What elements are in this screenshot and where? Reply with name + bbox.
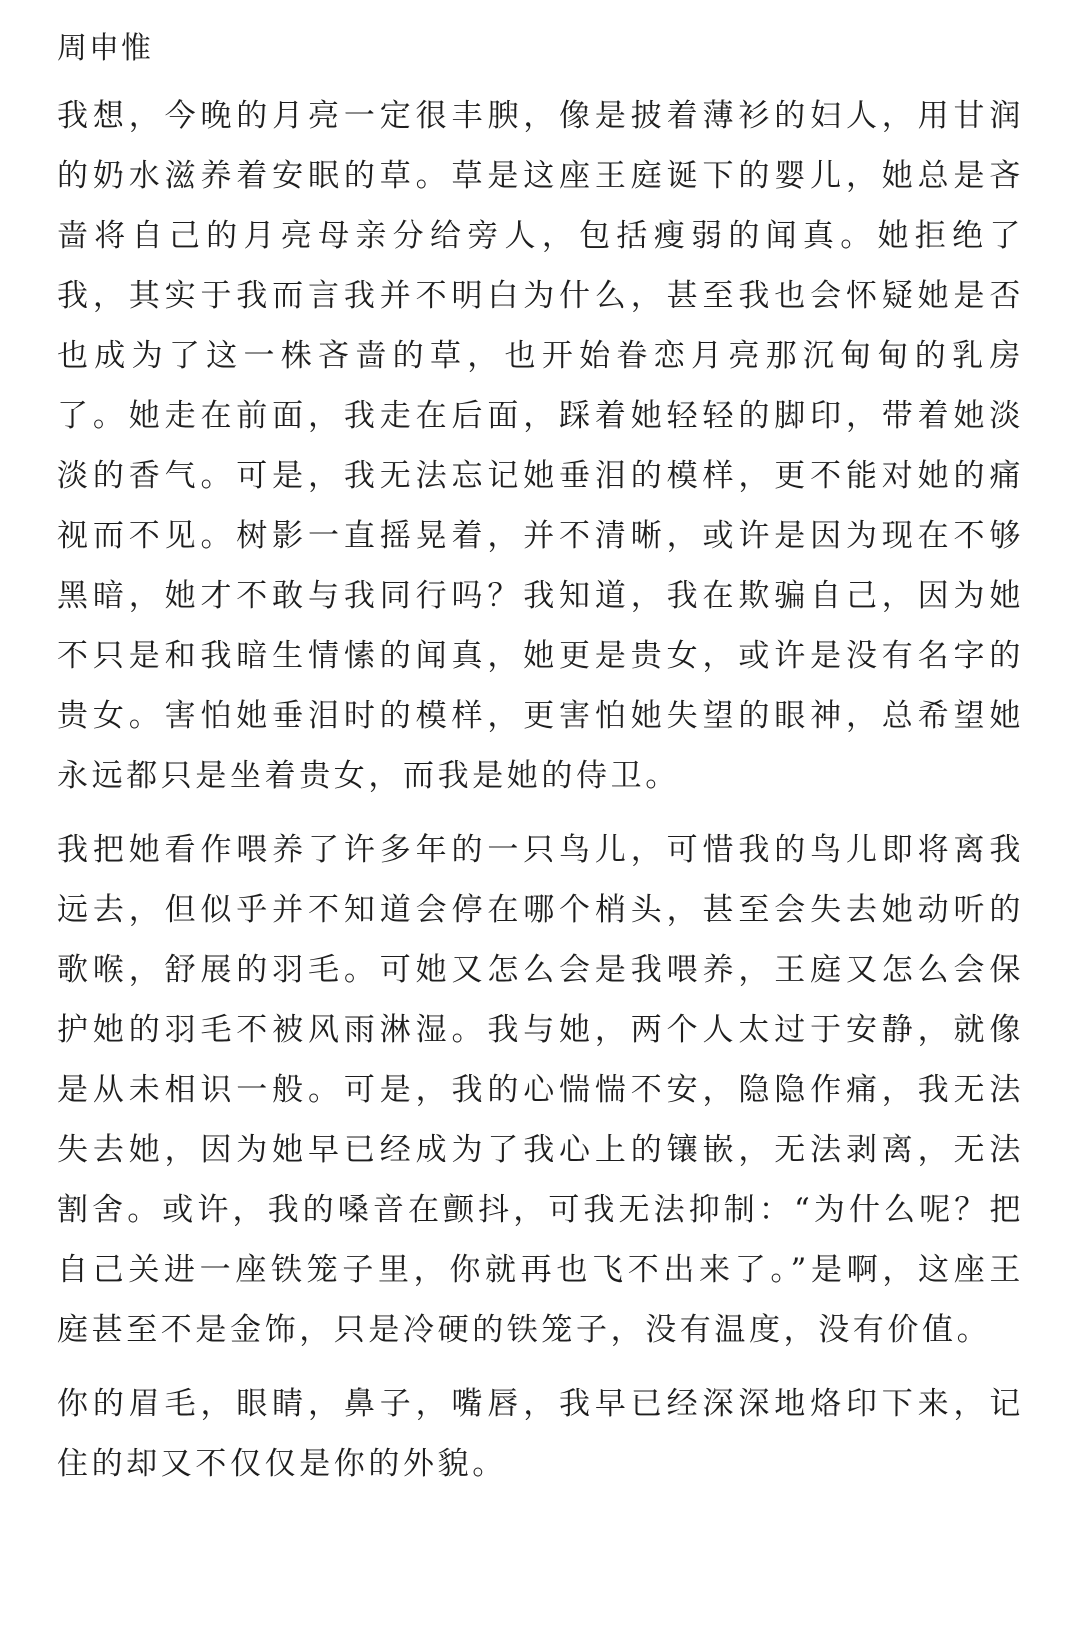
paragraph-1: 我想，今晚的月亮一定很丰腴，像是披着薄衫的妇人，用甘润的奶水滋养着安眠的草。草是这座王庭诞下的婴儿，她总是吝啬将自己的月亮母亲分给旁人，包括瘦弱的闻真。她拒绝了我，其实于我而言我并不明白为什么，甚至我也会怀疑她是否也成为了这一株吝啬的草，也开始眷恋月亮那沉甸甸的乳房了。她走在前面，我走在后面，踩着她轻轻的脚印，带着她淡淡的香气。可是，我无法忘记她垂泪的模样，更不能对她的痛视而不见。树影一直摇晃着，并不清晰，或许是因为现在不够黑暗，她才不敢与我同行吗？我知道，我在欺骗自己，因为她不只是和我暗生情愫的闻真，她更是贵女，或许是没有名字的贵女。害怕她垂泪时的模样，更害怕她失望的眼神，总希望她永远都只是坐着贵女，而我是她的侍卫。 (57, 98, 1024, 794)
author-name: 周申惟 (57, 31, 153, 66)
paragraph-2: 我把她看作喂养了许多年的一只鸟儿，可惜我的鸟儿即将离我远去，但似乎并不知道会停在哪个梢头，甚至会失去她动听的歌喉，舒展的羽毛。可她又怎么会是我喂养，王庭又怎么会保护她的羽毛不被风雨淋湿。我与她，两个人太过于安静，就像是从未相识一般。可是，我的心惴惴不安，隐隐作痛，我无法失去她，因为她早已经成为了我心上的镶嵌，无法剥离，无法割舍。或许，我的嗓音在颤抖，可我无法抑制：“为什么呢？把自己关进一座铁笼子里，你就再也飞不出来了。”是啊，这座王庭甚至不是金饰，只是冷硬的铁笼子，没有温度，没有价值。 (57, 832, 1024, 1348)
paragraph-3: 你的眉毛，眼睛，鼻子，嘴唇，我早已经深深地烙印下来，记住的却又不仅仅是你的外貌。 (57, 1386, 1024, 1482)
